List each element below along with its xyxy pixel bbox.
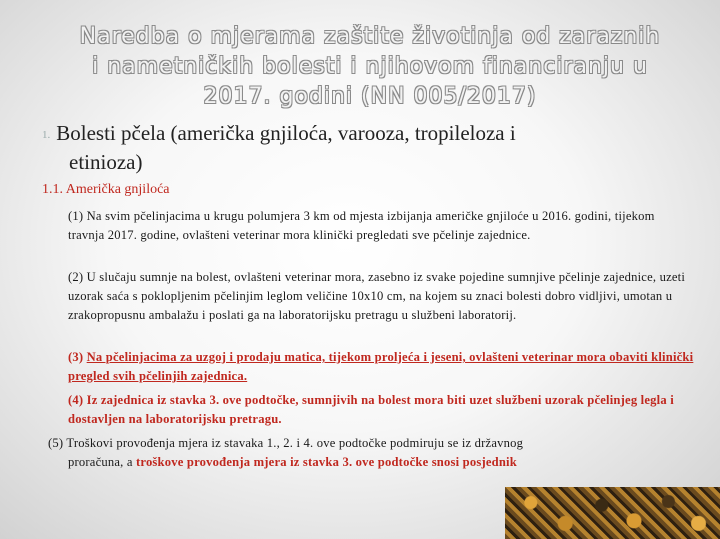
paragraph-5 bbox=[48, 434, 698, 472]
paragraph-5-highlight-text: troškove provođenja mjera iz stavka 3. ove podtočke snosi posjednik bbox=[135, 455, 517, 469]
bees-photo bbox=[505, 487, 720, 539]
paragraph-3-text: Na pčelinjacima za uzgoj i prodaju matica, tijekom proljeća i jeseni, ovlašteni veterinar mora obaviti klinički pregled svih pčelinjih zajednica. bbox=[68, 350, 694, 383]
section-number: 1. bbox=[42, 129, 51, 141]
slide-title bbox=[40, 22, 700, 112]
slide-title-line-1: Naredba o mjerama zaštite životinja od zaraznih bbox=[79, 24, 661, 49]
paragraph-3 bbox=[68, 348, 698, 386]
paragraph-5-normal-text: proračuna, a bbox=[68, 455, 136, 469]
paragraph-4: (4) Iz zajednica iz stavka 3. ove podtočke, sumnjivih na bolest mora biti uzet službeni uzorak pčelinjeg legla i dostavljen na laboratorijsku pretragu. bbox=[68, 393, 674, 426]
paragraph-1: (1) Na svim pčelinjacima u krugu polumjera 3 km od mjesta izbijanja američke gnjiloće u 2016. godini, tijekom travnja 2017. godine, ovlašteni veterinar mora klinički pregledati sve pčelinje zajednice. bbox=[68, 209, 655, 242]
slide-title-line-2: i nametničkih bolesti i njihovom financiranju u bbox=[92, 54, 648, 79]
section-heading bbox=[42, 120, 682, 176]
paragraph-2: (2) U slučaju sumnje na bolest, ovlašteni veterinar mora, zasebno iz svake pojedine sumnjive pčelinje zajednice, uzeti uzorak saća s poklopljenim pčelinjim leglom veličine 10x10 cm, na kojem su znaci bolesti dobro vidljivi, umotan u zrakopropusnu ambalažu i poslati ga na laboratorijsku pretragu u službeni laboratorij. bbox=[68, 270, 686, 322]
section-heading-line-1: Bolesti pčela (američka gnjiloća, varooza, tropileloza i bbox=[56, 121, 516, 145]
section-heading-line-2: etinioza) bbox=[69, 150, 143, 174]
paragraph-5-line-1: (5) Troškovi provođenja mjera iz stavaka 1., 2. i 4. ove podtočke podmiruju se iz državnog bbox=[48, 436, 524, 450]
subsection-heading: 1.1. Američka gnjiloća bbox=[42, 182, 170, 197]
slide-title-line-3: 2017. godini (NN 005/2017) bbox=[203, 84, 537, 109]
paragraph-3-number: (3) bbox=[68, 350, 87, 364]
